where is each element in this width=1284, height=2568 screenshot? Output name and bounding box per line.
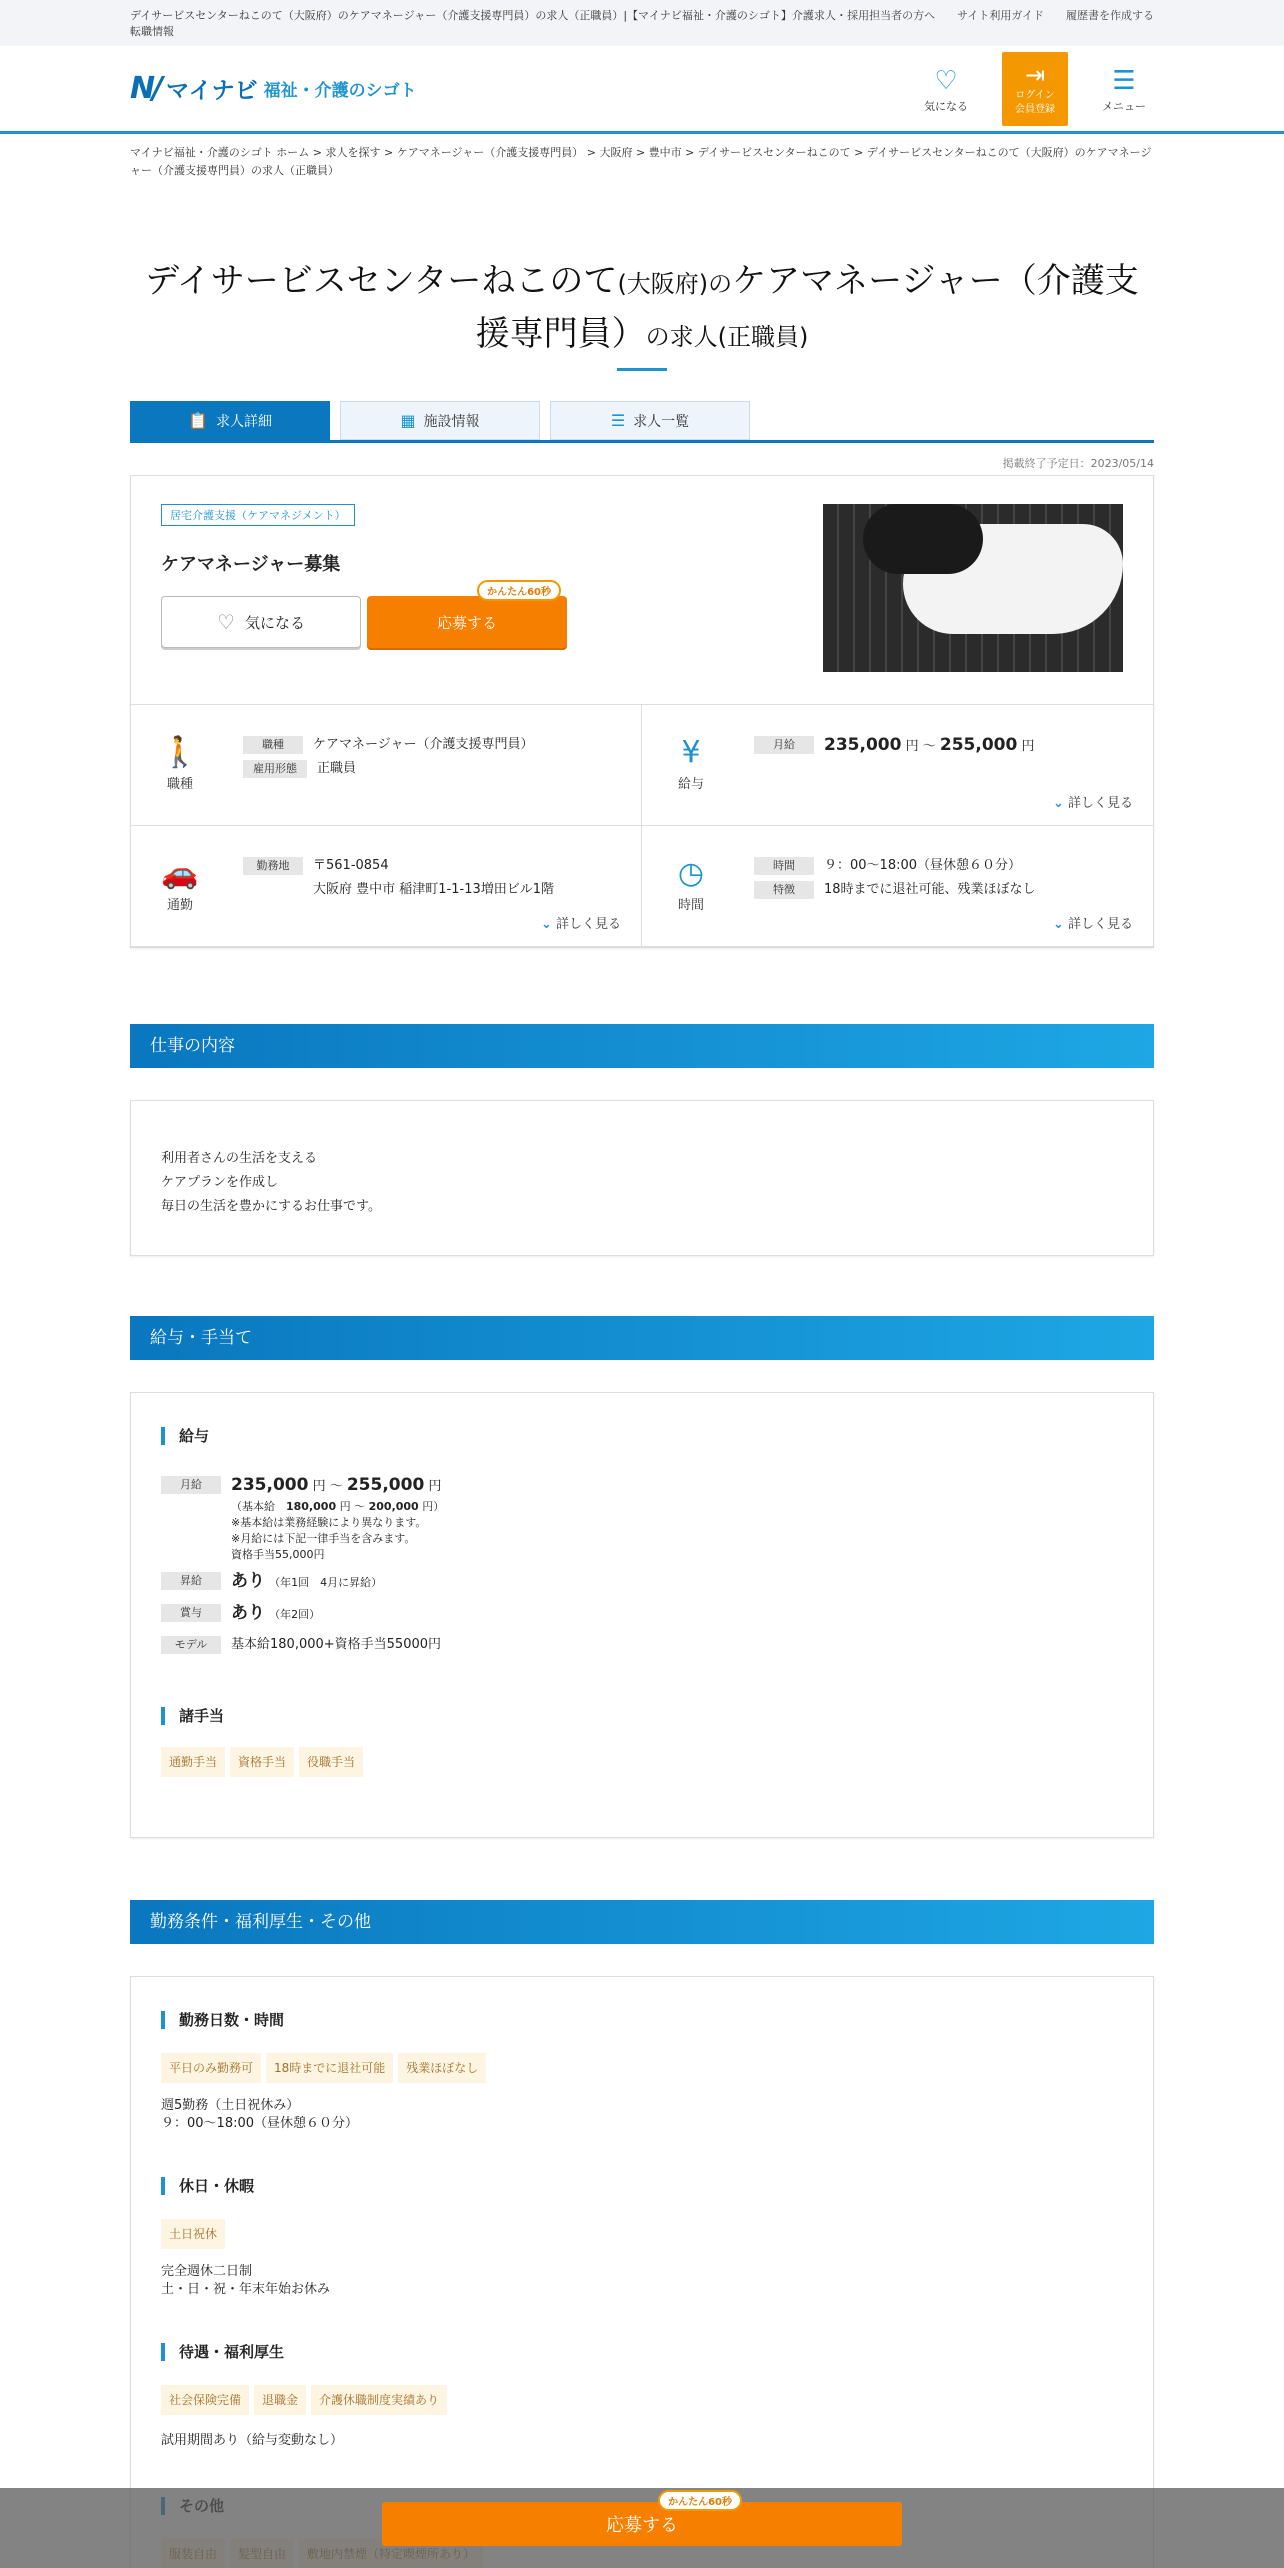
- link-resume[interactable]: 履歴書を作成する: [1066, 9, 1154, 22]
- salary-box: 給与 月給 235,000 円 ～ 255,000 円 （基本給 180,000 円 ～ 200,000 円） ※基本給は業務経験により異なります。 ※月給には下記一律手当を含みます。 資格手当55,000円 昇給 あり （年1回 4月に昇給） 賞与 あり （年2回） モデル 基本給180,000+資格手当55000円 諸手当 通勤手当 資格手当 役職手当: [130, 1392, 1154, 1838]
- service-tag: 居宅介護支援（ケアマネジメント）: [161, 504, 355, 526]
- job-photo: [823, 504, 1123, 672]
- deadline: 掲載終了予定日：2023/05/14: [1002, 457, 1154, 470]
- access-more-link[interactable]: ⌄ 詳しく見る: [540, 917, 621, 932]
- page-meta-title: デイサービスセンターねこのて（大阪府）のケアマネージャー（介護支援専門員）の求人（正職員）|【マイナビ福祉・介護のシゴト】介護求人・転職情報: [130, 9, 847, 38]
- clock-icon: ◷: [677, 856, 705, 891]
- salary-subheading: 給与: [161, 1427, 1123, 1445]
- list-icon: ☰: [610, 411, 626, 430]
- apply-button[interactable]: 応募する かんたん60秒: [367, 596, 567, 648]
- info-access: 🚗 通勤 勤務地 〒561-0854 大阪府 豊中市 稲津町1-1-13増田ビル1階 ⌄ 詳しく見る: [131, 826, 642, 947]
- site-header: [0, 46, 1284, 134]
- job-catch: ケアマネージャー募集: [161, 554, 341, 575]
- login-button[interactable]: [1002, 52, 1068, 126]
- tab-job-list[interactable]: ☰ 求人一覧: [550, 401, 750, 440]
- menu-icon: ☰: [1112, 65, 1136, 96]
- chevron-down-icon: ⌄: [540, 917, 552, 932]
- login-icon: ⇥: [1024, 60, 1046, 89]
- walking-person-icon: 🚶: [161, 735, 199, 770]
- yen-icon: ¥: [681, 735, 701, 770]
- logo-brand: マイナビ: [166, 78, 258, 104]
- page-title: デイサービスセンターねこのて(大阪府)のケアマネージャー（介護支援専門員）の求人(正職員): [145, 261, 1139, 354]
- section-job-content-header: 仕事の内容: [130, 1024, 1154, 1068]
- register-label: 会員登録: [1015, 103, 1055, 115]
- sticky-apply-button[interactable]: 応募する かんたん60秒: [382, 2502, 902, 2546]
- tab-job-detail[interactable]: 📋 求人詳細: [130, 401, 330, 440]
- salary-more-link[interactable]: ⌄ 詳しく見る: [1052, 796, 1133, 811]
- site-logo[interactable]: [130, 71, 417, 106]
- logo-mark-icon: N/: [130, 71, 161, 106]
- top-bar: [0, 0, 1284, 46]
- building-icon: ▦: [400, 411, 416, 430]
- heart-icon: ♡: [934, 65, 958, 96]
- car-icon: 🚗: [161, 856, 199, 891]
- breadcrumb[interactable]: マイナビ福祉・介護のシゴト ホーム > 求人を探す > ケアマネージャー（介護支援専門員） > 大阪府 > 豊中市 > デイサービスセンターねこのて > デイサービスセンターねこのて（大阪府）のケアマネージャー（介護支援専門員）の求人（正職員）: [130, 146, 1152, 177]
- quick-badge: かんたん60秒: [477, 580, 561, 601]
- conditions-box: 勤務日数・時間 平日のみ勤務可 18時までに退社可能 残業ほぼなし 週5勤務（土日祝休み） ９：00～18:00（昼休憩６０分） 休日・休暇 土日祝休 完全週休二日制 土・日・祝・年末年始お休み 待遇・福利厚生 社会保険完備 退職金 介護休職制度実績あり 試用期間あり（給与変動なし）: [130, 1976, 1154, 2568]
- tab-facility[interactable]: ▦ 施設情報: [340, 401, 540, 440]
- heart-icon: ♡: [217, 610, 235, 634]
- clipboard-icon: 📋: [188, 411, 208, 430]
- info-job-type: 🚶 職種 職種 ケアマネージャー（介護支援専門員） 雇用形態 正職員: [131, 705, 642, 826]
- header-fav-label: 気になる: [924, 99, 968, 113]
- quick-badge: かんたん60秒: [658, 2490, 742, 2511]
- menu-button[interactable]: [1094, 64, 1154, 114]
- job-content-box: 利用者さんの生活を支える ケアプランを作成し 毎日の生活を豊かにするお仕事です。: [130, 1100, 1154, 1256]
- section-salary-header: 給与・手当て: [130, 1316, 1154, 1360]
- allowance-subheading: 諸手当: [161, 1707, 1123, 1725]
- job-summary-card: [130, 475, 1154, 948]
- section-conditions-header: 勤務条件・福利厚生・その他: [130, 1900, 1154, 1944]
- sticky-apply-bar: [0, 2488, 1284, 2568]
- menu-label: メニュー: [1102, 99, 1146, 113]
- logo-sub: 福祉・介護のシゴト: [263, 81, 417, 101]
- info-hours: ◷ 時間 時間 ９：00～18:00（昼休憩６０分） 特徴 18時までに退社可能、残業ほぼなし ⌄ 詳しく見る: [642, 826, 1153, 947]
- fav-button[interactable]: ♡ 気になる: [161, 596, 361, 648]
- link-recruiter[interactable]: 採用担当者の方へ: [847, 9, 936, 22]
- link-guide[interactable]: サイト利用ガイド: [957, 9, 1044, 22]
- chevron-down-icon: ⌄: [1052, 917, 1064, 932]
- login-label: ログイン: [1015, 89, 1055, 101]
- title-underline: [617, 368, 667, 371]
- hours-more-link[interactable]: ⌄ 詳しく見る: [1052, 917, 1133, 932]
- header-fav-button[interactable]: [916, 64, 976, 114]
- chevron-down-icon: ⌄: [1052, 796, 1064, 811]
- tab-bar: [130, 401, 1154, 443]
- info-salary: ¥ 給与 月給 235,000 円 ～ 255,000 円 ⌄ 詳しく見る: [642, 705, 1153, 826]
